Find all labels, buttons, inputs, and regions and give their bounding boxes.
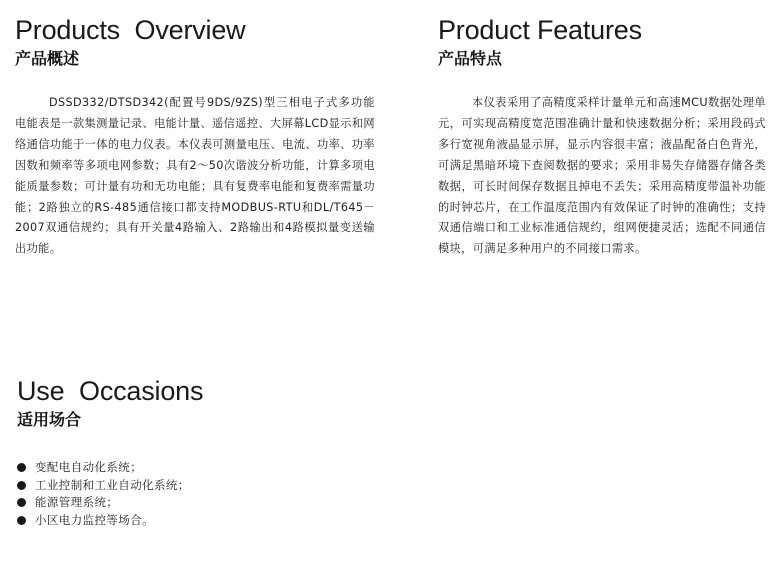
list-item-text: 工业控制和工业自动化系统；	[35, 477, 190, 492]
overview-body	[15, 93, 375, 260]
list-item	[17, 512, 417, 530]
occasions-title-en: Use Occasions	[17, 376, 204, 406]
list-item-text: 变配电自动化系统；	[35, 460, 143, 474]
occasions-list	[17, 459, 417, 529]
bullet-icon	[17, 498, 26, 507]
features-body	[438, 93, 766, 260]
bullet-icon	[17, 481, 26, 490]
overview-body-text: DSSD332/DTSD342(配置号9DS/9ZS)型三相电子式多功能电能表是一款集测量记录、电能计量、遥信遥控、大屏幕LCD显示和网络通信功能于一体的电力仪表。本仪表可测量电压、电流、功率、功率因数和频率等多项电网参数；具有2～50次谐波分析功能，计算多项电能质量参数；可计量有功和无功电能；具有复费率电能和复费率需量功能；2路独立的RS-485通信接口都支持MODBUS-RTU和DL/T645－2007双通信规约；具有开关量4路输入、2路输出和4路模拟量变送输出功能。	[15, 96, 375, 256]
features-section	[438, 15, 766, 260]
list-item	[17, 494, 417, 512]
bullet-icon	[17, 516, 26, 525]
features-title-cn: 产品特点	[438, 49, 503, 68]
list-item	[17, 459, 417, 477]
overview-title-cn: 产品概述	[15, 49, 80, 68]
features-title-en: Product Features	[438, 15, 642, 45]
list-item-text: 小区电力监控等场合。	[35, 512, 154, 527]
overview-title-en: Products Overview	[15, 15, 246, 45]
occasions-section	[17, 376, 417, 529]
features-body-text: 本仪表采用了高精度采样计量单元和高速MCU数据处理单元，可实现高精度宽范围准确计量和快速数据分析；采用段码式多行宽视角液晶显示屏，显示内容很丰富；液晶配备白色背光，可满足黑暗环境下查阅数据的要求；采用非易失存储器存储各类数据，可长时间保存数据且掉电不丢失；采用高精度带温补功能的时钟芯片，在工作温度范围内有效保证了时钟的准确性；支持双通信端口和工业标准通信规约，组网便捷灵活；选配不同通信模块，可满足多种用户的不同接口需求。	[438, 96, 766, 256]
list-item-text: 能源管理系统；	[35, 495, 119, 509]
overview-section	[15, 15, 375, 260]
list-item	[17, 477, 417, 495]
bullet-icon	[17, 463, 26, 472]
occasions-title-cn: 适用场合	[17, 410, 82, 429]
